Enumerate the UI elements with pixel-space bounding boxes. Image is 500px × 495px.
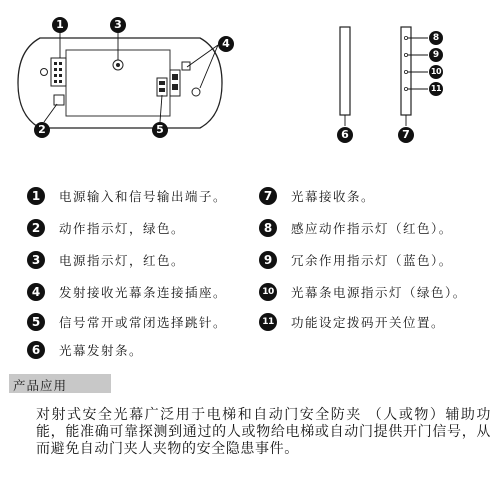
legend-number: 1	[27, 187, 45, 205]
callout-11: 11	[429, 82, 443, 96]
legend-number: 11	[259, 313, 277, 331]
legend-number: 8	[259, 219, 277, 237]
legend-item-9	[259, 250, 453, 270]
legend-number: 5	[27, 313, 45, 331]
legend-text: 光幕条电源指示灯（绿色）。	[291, 285, 467, 300]
legend-number: 6	[27, 341, 45, 359]
legend-item-11	[259, 312, 445, 332]
legend-text: 动作指示灯，绿色。	[59, 221, 186, 236]
legend-item-4	[27, 282, 227, 302]
legend-text: 冗余作用指示灯（蓝色）。	[291, 253, 453, 268]
legend-text: 光幕发射条。	[59, 343, 144, 358]
callout-1: 1	[52, 17, 68, 33]
legend-number: 7	[259, 187, 277, 205]
callout-3: 3	[110, 17, 126, 33]
legend-number: 3	[27, 251, 45, 269]
callout-10: 10	[429, 65, 443, 79]
legend-item-7	[259, 186, 375, 206]
legend-number: 2	[27, 219, 45, 237]
legend-text: 光幕接收条。	[291, 189, 376, 204]
legend-text: 电源输入和信号输出端子。	[59, 189, 228, 204]
legend-text: 电源指示灯，红色。	[59, 253, 186, 268]
legend-item-1	[27, 186, 227, 206]
legend-item-3	[27, 250, 185, 270]
legend-text: 感应动作指示灯（红色）。	[291, 221, 453, 236]
legend-item-6	[27, 340, 143, 360]
legend-text: 信号常开或常闭选择跳针。	[59, 315, 228, 330]
callout-9: 9	[429, 48, 443, 62]
callout-6: 6	[337, 127, 353, 143]
callout-7: 7	[398, 127, 414, 143]
callout-2: 2	[34, 122, 50, 138]
legend-text: 发射接收光幕条连接插座。	[59, 285, 228, 300]
section-title: 产品应用	[13, 378, 68, 393]
section-body: 对射式安全光幕广泛用于电梯和自动门安全防夹 （人或物）辅助功能，能准确可靠探测到通过的人或物给电梯或自动门提供开门信号，从而避免自动门夹人夹物的安全隐患事件。	[36, 407, 491, 457]
callout-8: 8	[429, 31, 443, 45]
legend-text: 功能设定拨码开关位置。	[291, 315, 446, 330]
legend-item-10	[259, 282, 467, 302]
legend-item-5	[27, 312, 227, 332]
callout-5: 5	[152, 122, 168, 138]
legend-item-2	[27, 218, 185, 238]
legend-number: 4	[27, 283, 45, 301]
legend-number: 9	[259, 251, 277, 269]
legend-number: 10	[259, 283, 277, 301]
callout-4: 4	[218, 36, 234, 52]
legend-item-8	[259, 218, 453, 238]
